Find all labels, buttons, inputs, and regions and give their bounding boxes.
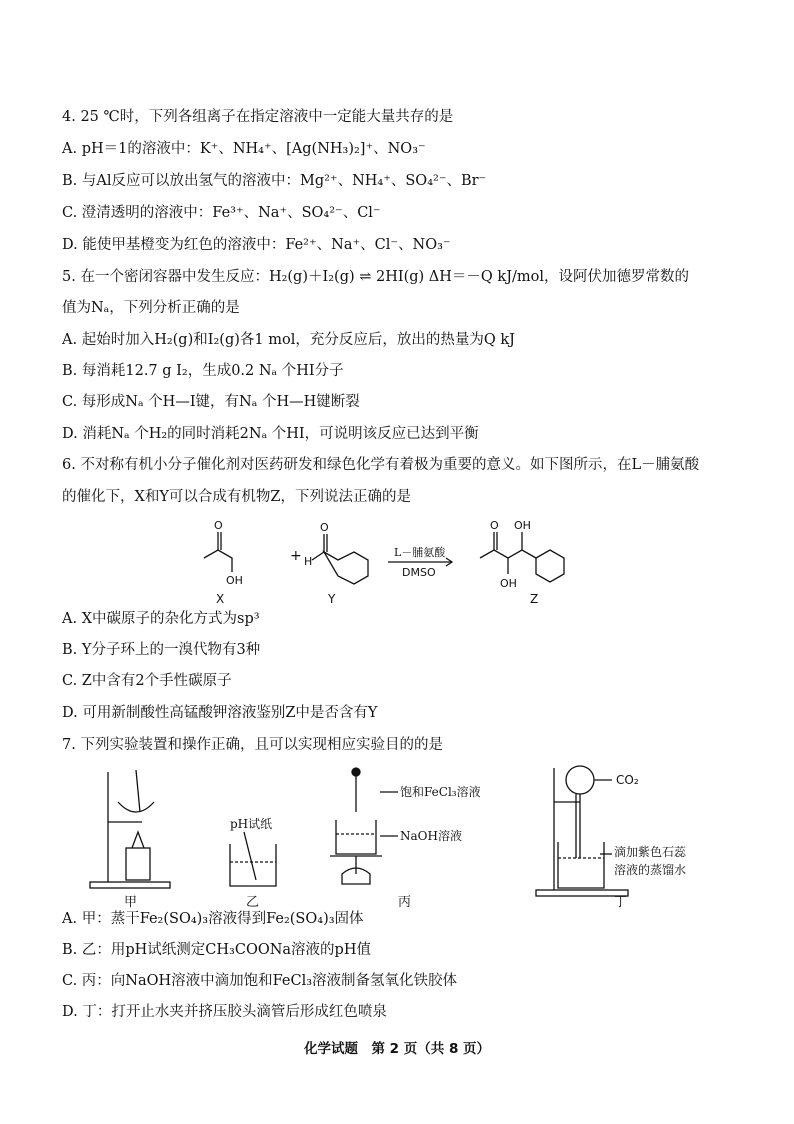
naoh-label: NaOH溶液 <box>400 829 462 843</box>
litmus-label-line1: 滴加紫色石蕊 <box>614 845 687 859</box>
q5-option-d: D. 消耗Nₐ 个H₂的同时消耗2Nₐ 个HI，可说明该反应已达到平衡 <box>62 426 479 442</box>
page-footer: 化学试题 第 2 页（共 8 页） <box>303 1041 491 1057</box>
z-o-atom: O <box>490 519 499 532</box>
q5-option-b: B. 每消耗12.7 g I₂，生成0.2 Nₐ 个HI分子 <box>62 363 344 379</box>
q4-option-b: B. 与Al反应可以放出氢气的溶液中：Mg²⁺、NH₄⁺、SO₄²⁻、Br⁻ <box>62 173 487 189</box>
z-oh-bottom: OH <box>500 577 517 590</box>
plus-sign: + <box>290 548 302 564</box>
q6-option-d: D. 可用新制酸性高锰酸钾溶液鉴别Z中是否含有Y <box>62 705 378 721</box>
q5-stem-line2: 值为Nₐ，下列分析正确的是 <box>62 300 240 316</box>
litmus-label-line2: 溶液的蒸馏水 <box>614 863 687 877</box>
q5-stem-line1: 5. 在一个密闭容器中发生反应：H₂(g)＋I₂(g) ⇌ 2HI(g) ΔH＝－Q kJ/mol，设阿伏加德罗常数的 <box>62 269 690 285</box>
q4-option-a: A. pH＝1的溶液中：K⁺、NH₄⁺、[Ag(NH₃)₂]⁺、NO₃⁻ <box>62 141 426 157</box>
q7-option-a: A. 甲：蒸干Fe₂(SO₄)₃溶液得到Fe₂(SO₄)₃固体 <box>62 911 364 927</box>
q7-stem: 7. 下列实验装置和操作正确，且可以实现相应实验目的的是 <box>62 737 443 753</box>
catalyst-label: L－脯氨酸 <box>394 546 446 559</box>
q6-option-a: A. X中碳原子的杂化方式为sp³ <box>62 611 260 627</box>
q6-option-c: C. Z中含有2个手性碳原子 <box>62 673 232 689</box>
q6-stem-line1: 6. 不对称有机小分子催化剂对医药研发和绿色化学有着极为重要的意义。如下图所示，在L－脯氨酸 <box>62 457 700 473</box>
ph-paper-label: pH试纸 <box>230 817 273 831</box>
label-x: X <box>216 592 225 606</box>
label-z: Z <box>530 592 539 606</box>
q5-option-c: C. 每形成Nₐ 个H—I键，有Nₐ 个H—H键断裂 <box>62 394 360 410</box>
co2-label: CO₂ <box>616 773 639 787</box>
solvent-label: DMSO <box>402 566 436 579</box>
label-yi: 乙 <box>246 895 260 910</box>
q4-option-c: C. 澄清透明的溶液中：Fe³⁺、Na⁺、SO₄²⁻、Cl⁻ <box>62 205 381 221</box>
q4-option-d: D. 能使甲基橙变为红色的溶液中：Fe²⁺、Na⁺、Cl⁻、NO₃⁻ <box>62 237 451 253</box>
y-h-atom: H <box>304 555 313 568</box>
z-oh-top: OH <box>514 519 531 532</box>
x-o-atom: O <box>214 519 223 532</box>
q7-option-b: B. 乙：用pH试纸测定CH₃COONa溶液的pH值 <box>62 942 371 958</box>
label-jia: 甲 <box>124 895 138 910</box>
experiment-apparatus <box>80 762 740 910</box>
q4-stem: 4. 25 ℃时，下列各组离子在指定溶液中一定能大量共存的是 <box>62 109 454 125</box>
q5-option-a: A. 起始时加入H₂(g)和I₂(g)各1 mol，充分反应后，放出的热量为Q kJ <box>62 332 515 348</box>
label-bing: 丙 <box>398 895 412 910</box>
label-y: Y <box>328 592 336 606</box>
reaction-scheme <box>190 510 610 610</box>
q7-option-d: D. 丁：打开止水夹并挤压胶头滴管后形成红色喷泉 <box>62 1004 387 1020</box>
x-oh-group: OH <box>226 574 243 587</box>
q7-option-c: C. 丙：向NaOH溶液中滴加饱和FeCl₃溶液制备氢氧化铁胶体 <box>62 973 458 989</box>
q6-stem-line2: 的催化下，X和Y可以合成有机物Z，下列说法正确的是 <box>62 489 411 505</box>
fecl3-label: 饱和FeCl₃溶液 <box>400 785 481 799</box>
q6-option-b: B. Y分子环上的一溴代物有3种 <box>62 642 261 658</box>
y-o-atom: O <box>320 521 329 534</box>
label-ding: 丁 <box>614 895 628 910</box>
